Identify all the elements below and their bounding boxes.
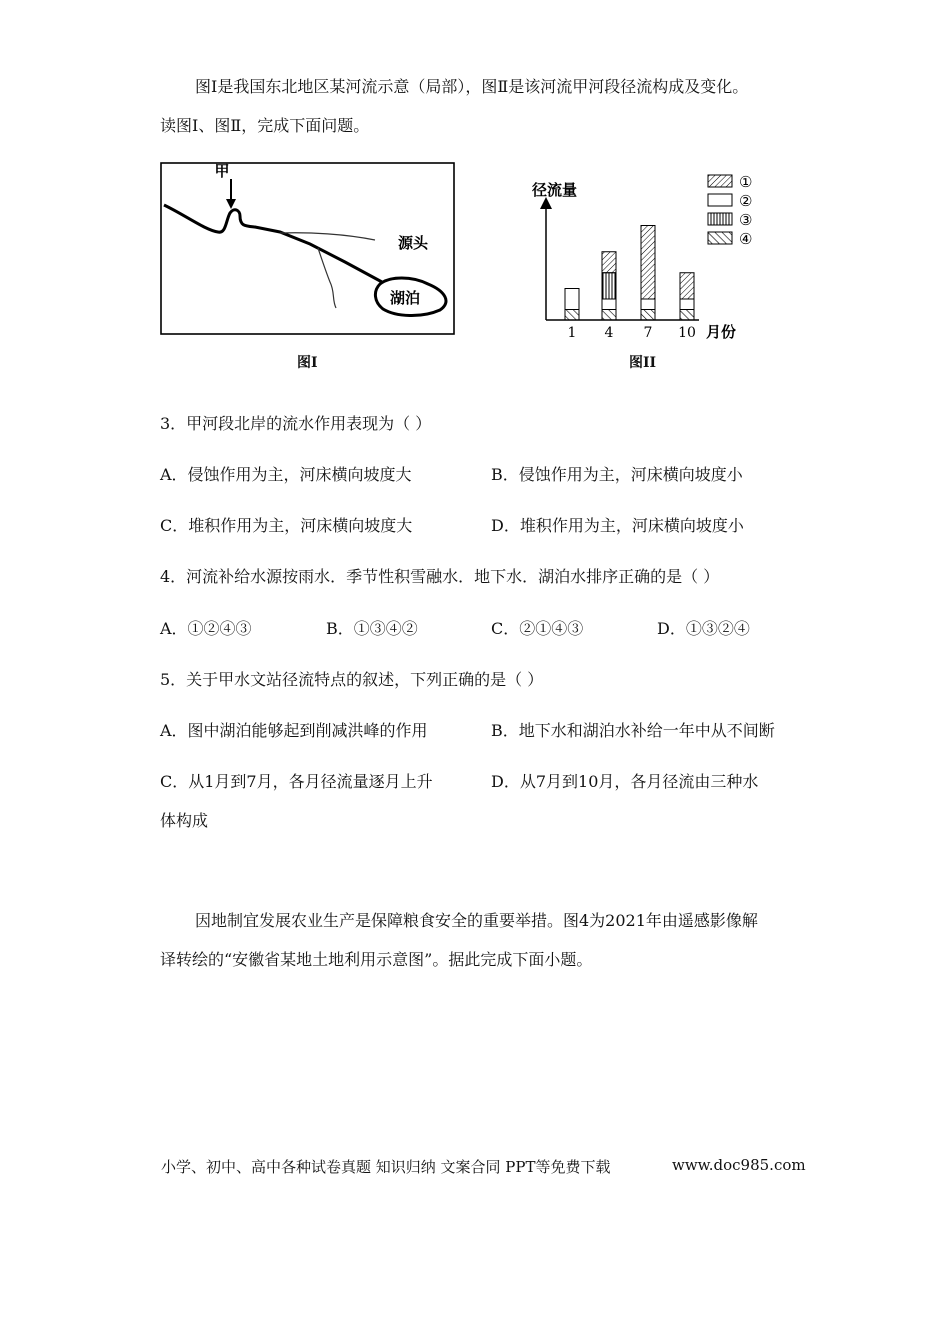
x-axis-label: 月份 xyxy=(706,323,737,341)
figure-1-river-map xyxy=(160,160,460,338)
x-tick-label: 4 xyxy=(604,325,614,341)
q4-option-b[interactable]: B．①③④② xyxy=(326,619,418,638)
q5-option-b[interactable]: B．地下水和湖泊水补给一年中从不间断 xyxy=(491,721,775,740)
legend-label: ③ xyxy=(739,211,753,229)
marker-arrow-head xyxy=(226,199,236,209)
source-label: 源头 xyxy=(398,234,429,252)
x-tick-label: 1 xyxy=(567,325,577,341)
q3-option-c[interactable]: C．堆积作用为主，河床横向坡度大 xyxy=(160,516,413,535)
q3-option-d[interactable]: D．堆积作用为主，河床横向坡度小 xyxy=(491,516,744,535)
q5-option-d[interactable]: D．从7月到10月，各月径流由三种水 xyxy=(491,772,759,791)
q4-option-d[interactable]: D．①③②④ xyxy=(657,619,750,638)
bar-segment-4-1 xyxy=(602,299,616,310)
legend-swatch xyxy=(708,232,732,244)
q4-option-c[interactable]: C．②①④③ xyxy=(491,619,584,638)
x-tick-label: 10 xyxy=(678,325,696,341)
legend-swatch xyxy=(708,213,732,225)
q4-stem: 4．河流补给水源按雨水．季节性积雪融水．地下水．湖泊水排序正确的是（ ） xyxy=(160,567,720,586)
q5-stem: 5．关于甲水文站径流特点的叙述，下列正确的是（ ） xyxy=(160,670,544,689)
figure-2-caption: 图II xyxy=(629,355,657,371)
figure-1-caption: 图I xyxy=(297,355,318,371)
bar-segment-4-3 xyxy=(602,252,616,273)
legend-swatch xyxy=(708,175,732,187)
footer-text: 小学、初中、高中各种试卷真题 知识归纳 文案合同 PPT等免费下载 xyxy=(161,1158,611,1176)
q4-option-a[interactable]: A．①②④③ xyxy=(160,619,252,638)
q3-option-a[interactable]: A．侵蚀作用为主，河床横向坡度大 xyxy=(160,465,412,484)
figure-2-chart xyxy=(527,165,767,343)
footer xyxy=(161,1156,806,1177)
legend-label: ① xyxy=(739,173,753,191)
q5-option-a[interactable]: A．图中湖泊能够起到削减洪峰的作用 xyxy=(160,721,428,740)
bar-segment-10-0 xyxy=(680,310,694,321)
intro2-line-1: 因地制宜发展农业生产是保障粮食安全的重要举措。图4为2021年由遥感影像解 xyxy=(195,911,758,930)
marker-jia-label: 甲 xyxy=(214,162,230,180)
bar-segment-10-3 xyxy=(680,273,694,299)
lake-label: 湖泊 xyxy=(390,289,421,307)
bar-segment-7-0 xyxy=(641,310,655,321)
bar-segment-7-1 xyxy=(641,299,655,310)
bar-segment-1-1 xyxy=(565,289,579,310)
q5-option-d-continuation: 体构成 xyxy=(160,811,209,830)
legend-label: ② xyxy=(739,192,753,210)
q3-option-b[interactable]: B．侵蚀作用为主，河床横向坡度小 xyxy=(491,465,743,484)
x-tick-label: 7 xyxy=(643,325,653,341)
footer-site-link[interactable]: www.doc985.com xyxy=(672,1156,806,1174)
legend xyxy=(708,173,752,248)
bar-segment-1-0 xyxy=(565,310,579,321)
bar-segment-4-0 xyxy=(602,310,616,321)
legend-label: ④ xyxy=(739,230,753,248)
bar-segment-10-1 xyxy=(680,299,694,310)
q3-stem: 3．甲河段北岸的流水作用表现为（ ） xyxy=(160,414,432,433)
intro-line-1: 图Ⅰ是我国东北地区某河流示意（局部），图Ⅱ是该河流甲河段径流构成及变化。 xyxy=(195,77,749,96)
main-river xyxy=(164,205,382,282)
bar-segment-4-2 xyxy=(602,273,616,299)
q5-option-c[interactable]: C．从1月到7月，各月径流量逐月上升 xyxy=(160,772,433,791)
y-axis-label: 径流量 xyxy=(532,181,578,199)
legend-swatch xyxy=(708,194,732,206)
intro2-line-2: 译转绘的“安徽省某地土地利用示意图”。据此完成下面小题。 xyxy=(160,950,593,969)
intro-line-2: 读图Ⅰ、图Ⅱ，完成下面问题。 xyxy=(160,116,370,135)
bar-segment-7-3 xyxy=(641,226,655,300)
